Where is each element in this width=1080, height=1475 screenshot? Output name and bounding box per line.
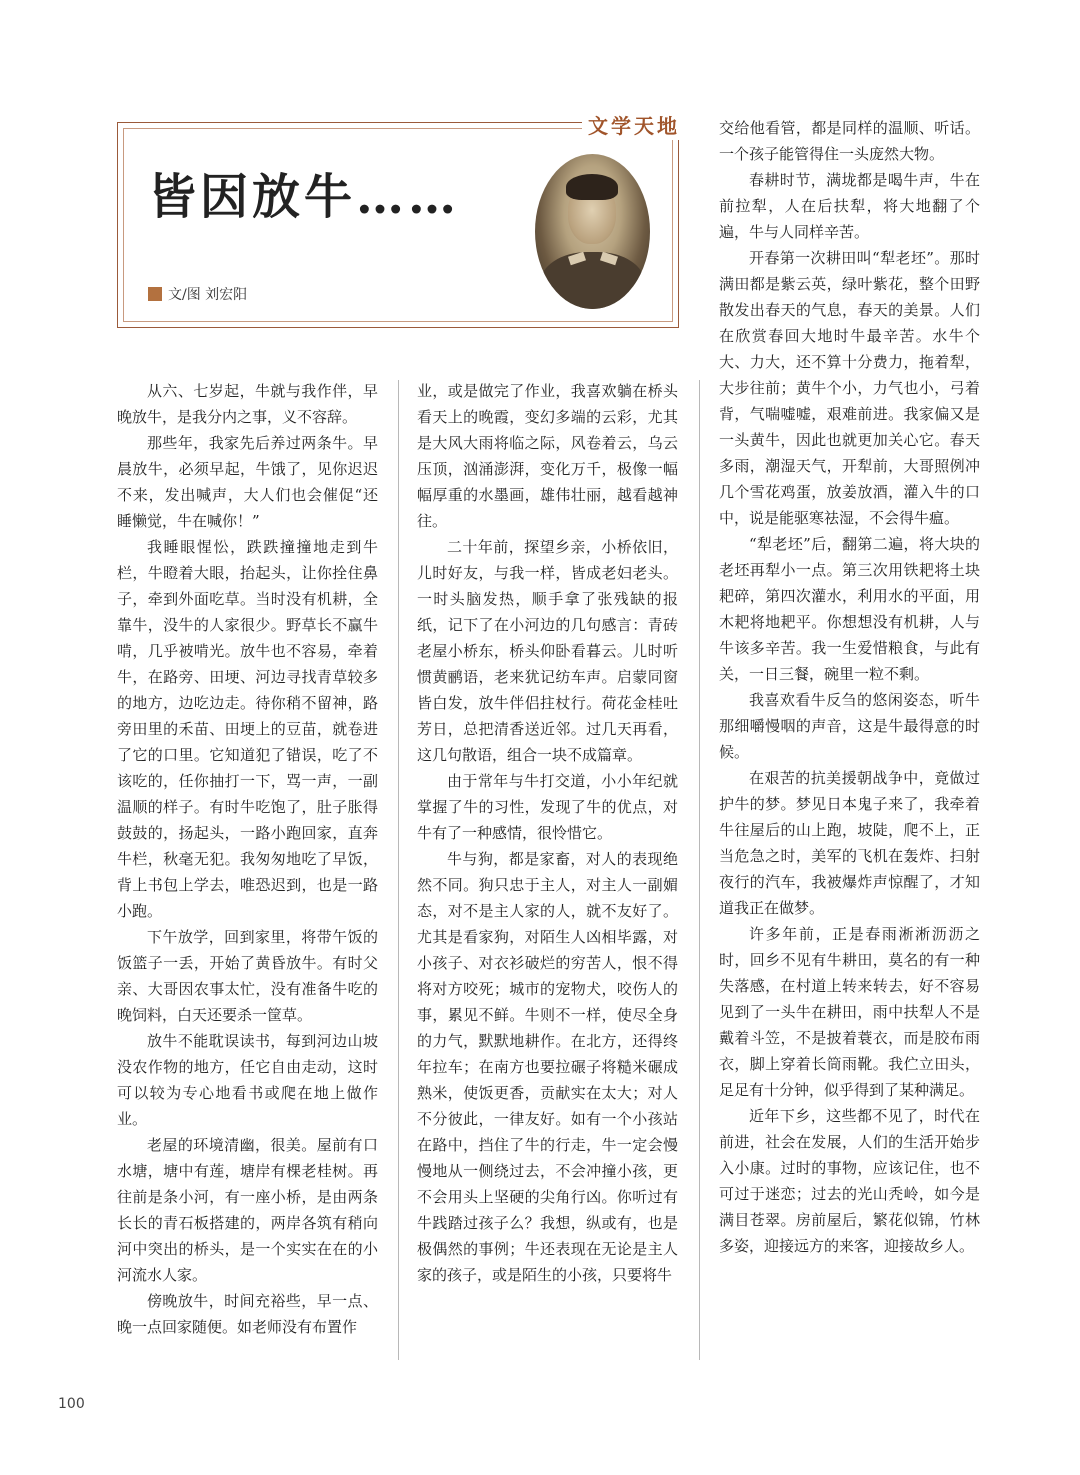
paragraph: 从六、七岁起，牛就与我作伴，早晚放牛，是我分内之事，义不容辞。 [117,382,378,426]
paragraph: 许多年前，正是春雨淅淅沥沥之时，回乡不见有牛耕田，莫名的有一种失落感，在村道上转来转去，好不容易见到了一头牛在耕田，雨中扶犁人不是戴着斗笠，不是披着蓑衣，而是胶布雨衣，脚上穿着长筒雨靴。我伫立田头，足足有十分钟，似乎得到了某种满足。 [719,925,980,1099]
text-column-1 [117,378,378,1393]
article-title: 皆因放牛…… [148,169,461,225]
author-portrait [535,154,650,309]
text-column-2 [417,378,678,1393]
author-line [148,284,247,304]
paragraph: 放牛不能耽误读书，每到河边山坡没农作物的地方，任它自由走动，这时可以较为专心地看书或爬在地上做作业。 [117,1032,378,1128]
paragraph: 那些年，我家先后养过两条牛。早晨放牛，必须早起，牛饿了，见你迟迟不来，发出喊声，大人们也会催促“还睡懒觉，牛在喊你！” [117,434,378,530]
paragraph: 交给他看管，都是同样的温顺、听话。一个孩子能管得住一头庞然大物。 [719,119,980,163]
paragraph: 在艰苦的抗美援朝战争中，竟做过护牛的梦。梦见日本鬼子来了，我牵着牛往屋后的山上跑，坡陡，爬不上，正当危急之时，美军的飞机在轰炸、扫射夜行的汽车，我被爆炸声惊醒了，才知道我正在做梦。 [719,769,980,917]
paragraph: 傍晚放牛，时间充裕些，早一点、晚一点回家随便。如老师没有布置作 [117,1292,378,1336]
paragraph: 我睡眼惺忪，跌跌撞撞地走到牛栏，牛瞪着大眼，抬起头，让你拴住鼻子，牵到外面吃草。当时没有机耕，全靠牛，没牛的人家很少。野草长不赢牛啃，几乎被啃光。放牛也不容易，牵着牛，在路旁、田埂、河边寻找青草较多的地方，边吃边走。待你稍不留神，路旁田里的禾苗、田埂上的豆苗，就卷进了它的口里。它知道犯了错误，吃了不该吃的，任你抽打一下，骂一声，一副温顺的样子。有时牛吃饱了，肚子胀得鼓鼓的，扬起头，一路小跑回家，直奔牛栏，秋毫无犯。我匆匆地吃了早饭，背上书包上学去，唯恐迟到，也是一路小跑。 [117,538,378,920]
paragraph: 春耕时节，满垅都是喝牛声，牛在前拉犁，人在后扶犁，将大地翻了个遍，牛与人同样辛苦。 [719,171,980,241]
paragraph: 由于常年与牛打交道，小小年纪就掌握了牛的习性，发现了牛的优点，对牛有了一种感情，很怜惜它。 [417,772,678,842]
author-name: 文/图 刘宏阳 [168,287,248,303]
paragraph: 下午放学，回到家里，将带午饭的饭篮子一丢，开始了黄昏放牛。有时父亲、大哥因农事太忙，没有准备牛吃的晚饲料，白天还要杀一筐草。 [117,928,378,1024]
column-divider [699,380,700,1360]
paragraph: 我喜欢看牛反刍的悠闲姿态，听牛那细嚼慢咽的声音，这是牛最得意的时候。 [719,691,980,761]
paragraph: 业，或是做完了作业，我喜欢躺在桥头看天上的晚霞，变幻多端的云彩，尤其是大风大雨将临之际，风卷着云，乌云压顶，汹涌澎湃，变化万千，极像一幅幅厚重的水墨画，雄伟壮丽，越看越神往。 [417,382,678,530]
paragraph: 近年下乡，这些都不见了，时代在前进，社会在发展，人们的生活开始步入小康。过时的事物，应该记住，也不可过于迷恋；过去的光山秃岭，如今是满目苍翠。房前屋后，繁花似锦，竹林多姿，迎接远方的来客，迎接故乡人。 [719,1107,980,1255]
portrait-hair [566,174,618,200]
page-number: 100 [58,1396,85,1412]
portrait-body [540,252,645,309]
author-mark-icon [148,287,162,301]
paragraph: “犁老坯”后，翻第二遍，将大块的老坯再犁小一点。第三次用铁耙将土块耙碎，第四次灌水，利用水的平面，用木耙将地耙平。你想想没有机耕，人与牛该多辛苦。我一生爱惜粮食，与此有关，一日三餐，碗里一粒不剩。 [719,535,980,683]
paragraph: 开春第一次耕田叫“犁老坯”。那时满田都是紫云英，绿叶紫花，整个田野散发出春天的气息，春天的美景。人们在欣赏春回大地时牛最辛苦。水牛个大、力大，还不算十分费力，拖着犁，大步往前；黄牛个小，力气也小，弓着背，气喘嘘嘘，艰难前进。我家偏又是一头黄牛，因此也就更加关心它。春天多雨，潮湿天气，开犁前，大哥照例冲几个雪花鸡蛋，放姜放酒，灌入牛的口中，说是能驱寒祛湿，不会得牛瘟。 [719,249,980,527]
paragraph: 牛与狗，都是家畜，对人的表现绝然不同。狗只忠于主人，对主人一副媚态，对不是主人家的人，就不友好了。尤其是看家狗，对陌生人凶相毕露，对小孩子、对衣衫破烂的穷苦人，恨不得将对方咬死；城市的宠物犬，咬伤人的事，累见不鲜。牛则不一样，使尽全身的力气，默默地耕作。在北方，还得终年拉车；在南方也要拉碾子将糙米碾成熟米，使饭更香，贡献实在太大；对人不分彼此，一律友好。如有一个小孩站在路中，挡住了牛的行走，牛一定会慢慢地从一侧绕过去，不会冲撞小孩，更不会用头上坚硬的尖角行凶。你听过有牛践踏过孩子么？我想，纵或有，也是极偶然的事例；牛还表现在无论是主人家的孩子，或是陌生的小孩，只要将牛 [417,850,678,1284]
column-divider [398,380,399,1360]
paragraph: 老屋的环境清幽，很美。屋前有口水塘，塘中有莲，塘岸有棵老桂树。再往前是条小河，有一座小桥，是由两条长长的青石板搭建的，两岸各筑有稍向河中突出的桥头，是一个实实在在的小河流水人家。 [117,1136,378,1284]
text-column-3 [719,115,980,1360]
section-label: 文学天地 [582,112,686,140]
paragraph: 二十年前，探望乡亲，小桥依旧，儿时好友，与我一样，皆成老妇老头。一时头脑发热，顺手拿了张残缺的报纸，记下了在小河边的几句感言：青砖老屋小桥东，桥头仰卧看暮云。儿时听惯黄鹂语，老来犹记纺车声。启蒙同窗皆白发，放牛伴侣拄杖行。荷花金桂吐芳日，总把清香送近邻。过几天再看，这几句散语，组合一块不成篇章。 [417,538,678,764]
